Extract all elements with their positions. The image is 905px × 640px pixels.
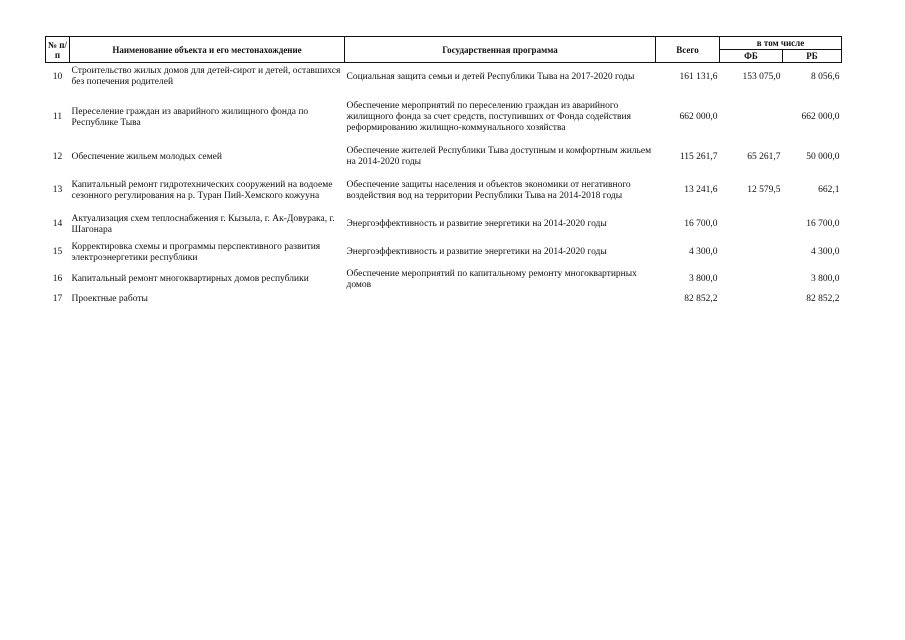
row-fb	[720, 211, 783, 239]
row-num: 11	[52, 112, 63, 122]
header-num: № п/п	[46, 37, 70, 63]
row-num: 13	[52, 185, 63, 195]
row-total: 82 852,2	[684, 294, 718, 304]
row-object: Переселение граждан из аварийного жилищного фонда по Республике Тыва	[71, 106, 309, 128]
row-object: Капитальный ремонт многоквартирных домов республики	[71, 274, 309, 284]
row-fb: 153 075,0	[742, 71, 781, 82]
row-rb: 82 852,2	[806, 294, 840, 304]
row-program	[345, 293, 656, 307]
header-including: в том числе	[720, 37, 842, 50]
row-object: Корректировка схемы и программы перспективного развития электроэнергетики республики	[71, 241, 321, 263]
row-rb: 4 300,0	[811, 247, 840, 257]
table-row	[46, 63, 842, 92]
row-total: 115 261,7	[679, 151, 718, 162]
row-total: 13 241,6	[684, 185, 718, 195]
row-total: 4 300,0	[689, 247, 718, 257]
row-program: Обеспечение мероприятий по капитальному ремонту многоквартирных домов	[346, 268, 637, 290]
row-rb: 662,1	[818, 185, 840, 195]
table-row	[46, 293, 842, 307]
row-rb: 662 000,0	[801, 112, 840, 122]
row-total: 16 700,0	[684, 219, 718, 229]
row-fb	[720, 293, 783, 307]
row-fb	[720, 239, 783, 267]
row-num: 17	[52, 294, 63, 304]
row-program: Обеспечение защиты населения и объектов экономики от негативного воздействия вод на территории Республики Тыва на 2014-2018 годы	[346, 179, 631, 201]
table-row	[46, 92, 842, 144]
row-program: Социальная защита семьи и детей Республики Тыва на 2017-2020 годы	[346, 71, 635, 82]
header-object: Наименование объекта и его местонахождение	[70, 37, 345, 63]
row-object: Строительство жилых домов для детей-сирот и детей, оставшихся без попечения родителей	[71, 66, 341, 88]
row-rb: 8 056,6	[811, 71, 840, 82]
row-fb	[720, 92, 783, 144]
table-row	[46, 211, 842, 239]
header-fb: ФБ	[720, 50, 783, 63]
row-object: Проектные работы	[71, 294, 148, 304]
row-program: Обеспечение жителей Республики Тыва доступным и комфортным жильем на 2014-2020 годы	[346, 146, 652, 167]
row-total: 662 000,0	[679, 112, 718, 122]
row-total: 161 131,6	[679, 71, 718, 82]
table-row	[46, 239, 842, 267]
row-fb: 12 579,5	[747, 185, 781, 195]
row-rb: 3 800,0	[811, 274, 840, 284]
row-rb: 50 000,0	[806, 151, 840, 162]
header-total: Всего	[656, 37, 720, 63]
header-program: Государственная программа	[345, 37, 656, 63]
row-fb	[720, 267, 783, 293]
row-object: Капитальный ремонт гидротехнических сооружений на водоеме сезонного регулирования на р. Туран Пий-Хемского кожууна	[71, 179, 333, 201]
row-num: 14	[52, 219, 63, 229]
table-row	[46, 171, 842, 211]
row-program: Энергоэффективность и развитие энергетики на 2014-2020 годы	[346, 219, 607, 229]
row-rb: 16 700,0	[806, 219, 840, 229]
row-num: 10	[52, 71, 63, 82]
header-rb: РБ	[783, 50, 842, 63]
row-object: Актуализация схем теплоснабжения г. Кызыла, г. Ак-Довурака, г. Шагонара	[71, 213, 335, 235]
table-row	[46, 144, 842, 171]
row-num: 15	[52, 247, 63, 257]
row-program: Обеспечение мероприятий по переселению граждан из аварийного жилищного фонда за счет средств, поступивших от Фонда содействия реформированию жилищно-коммунального хозяйства	[346, 101, 631, 133]
table-row	[46, 267, 842, 293]
budget-table	[45, 36, 842, 307]
row-object: Обеспечение жильем молодых семей	[71, 151, 222, 162]
row-total: 3 800,0	[689, 274, 718, 284]
row-num: 12	[52, 151, 63, 162]
row-fb: 65 261,7	[747, 151, 781, 162]
row-num: 16	[52, 274, 63, 284]
row-program: Энергоэффективность и развитие энергетики на 2014-2020 годы	[346, 247, 607, 257]
